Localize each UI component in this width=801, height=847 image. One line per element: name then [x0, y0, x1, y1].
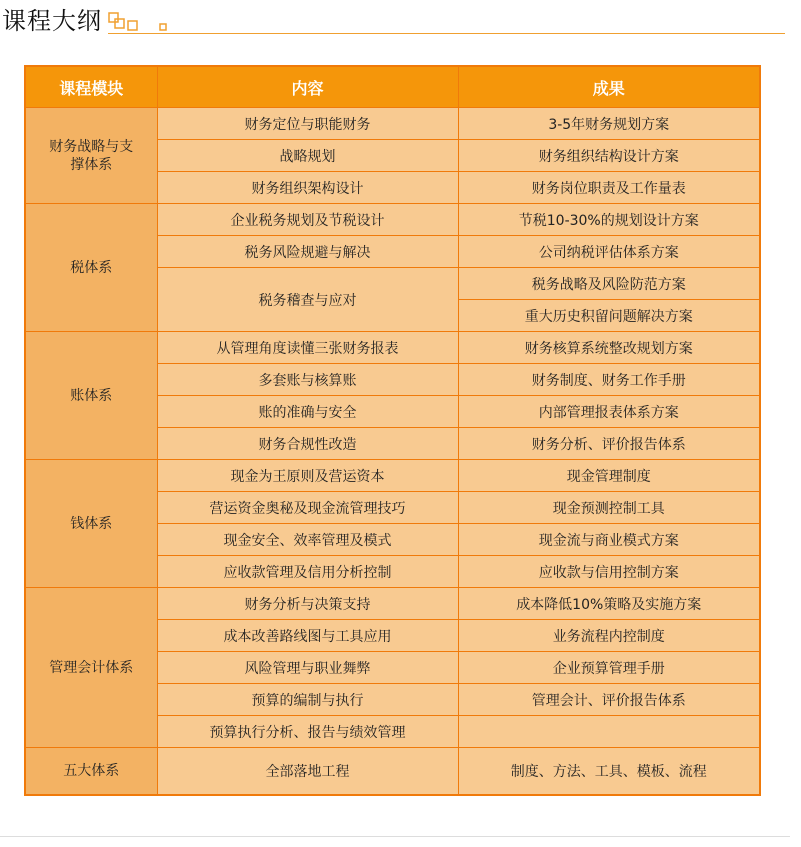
page-header — [0, 0, 790, 40]
header-result: 成果 — [458, 66, 760, 108]
result-cell: 企业预算管理手册 — [458, 652, 760, 684]
result-cell: 内部管理报表体系方案 — [458, 396, 760, 428]
content-cell: 战略规划 — [157, 140, 458, 172]
module-cell: 钱体系 — [25, 460, 157, 588]
content-cell: 财务定位与职能财务 — [157, 108, 458, 140]
table-row — [25, 332, 760, 364]
title-underline — [108, 33, 785, 34]
result-cell: 管理会计、评价报告体系 — [458, 684, 760, 716]
result-cell: 业务流程内控制度 — [458, 620, 760, 652]
result-cell: 制度、方法、工具、模板、流程 — [458, 748, 760, 796]
result-cell: 公司纳税评估体系方案 — [458, 236, 760, 268]
module-cell: 账体系 — [25, 332, 157, 460]
content-cell: 财务合规性改造 — [157, 428, 458, 460]
table-row — [25, 204, 760, 236]
result-cell: 财务核算系统整改规划方案 — [458, 332, 760, 364]
content-cell: 应收款管理及信用分析控制 — [157, 556, 458, 588]
module-cell: 财务战略与支撑体系 — [25, 108, 157, 204]
module-cell: 五大体系 — [25, 748, 157, 796]
result-cell — [458, 716, 760, 748]
result-cell: 重大历史积留问题解决方案 — [458, 300, 760, 332]
result-cell: 税务战略及风险防范方案 — [458, 268, 760, 300]
table-row — [25, 108, 760, 140]
course-outline-table — [24, 65, 761, 796]
content-cell: 风险管理与职业舞弊 — [157, 652, 458, 684]
content-cell: 营运资金奥秘及现金流管理技巧 — [157, 492, 458, 524]
content-cell: 税务稽查与应对 — [157, 268, 458, 332]
content-cell: 财务分析与决策支持 — [157, 588, 458, 620]
table-row — [25, 748, 760, 796]
table-header-row — [25, 66, 760, 108]
content-cell: 账的准确与安全 — [157, 396, 458, 428]
content-cell: 现金为王原则及营运资本 — [157, 460, 458, 492]
header-content: 内容 — [157, 66, 458, 108]
title-decoration-icon — [108, 10, 172, 34]
header-module: 课程模块 — [25, 66, 157, 108]
result-cell: 成本降低10%策略及实施方案 — [458, 588, 760, 620]
result-cell: 财务制度、财务工作手册 — [458, 364, 760, 396]
result-cell: 现金流与商业模式方案 — [458, 524, 760, 556]
result-cell: 现金管理制度 — [458, 460, 760, 492]
content-cell: 税务风险规避与解决 — [157, 236, 458, 268]
content-cell: 从管理角度读懂三张财务报表 — [157, 332, 458, 364]
result-cell: 财务岗位职责及工作量表 — [458, 172, 760, 204]
content-cell: 财务组织架构设计 — [157, 172, 458, 204]
content-cell: 预算的编制与执行 — [157, 684, 458, 716]
result-cell: 3-5年财务规划方案 — [458, 108, 760, 140]
content-cell: 全部落地工程 — [157, 748, 458, 796]
content-cell: 成本改善路线图与工具应用 — [157, 620, 458, 652]
result-cell: 财务分析、评价报告体系 — [458, 428, 760, 460]
table-row — [25, 460, 760, 492]
result-cell: 现金预测控制工具 — [458, 492, 760, 524]
result-cell: 财务组织结构设计方案 — [458, 140, 760, 172]
module-cell: 税体系 — [25, 204, 157, 332]
page-title: 课程大纲 — [2, 7, 102, 35]
content-cell: 预算执行分析、报告与绩效管理 — [157, 716, 458, 748]
table-row — [25, 588, 760, 620]
module-cell: 管理会计体系 — [25, 588, 157, 748]
content-cell: 多套账与核算账 — [157, 364, 458, 396]
content-cell: 企业税务规划及节税设计 — [157, 204, 458, 236]
result-cell: 节税10-30%的规划设计方案 — [458, 204, 760, 236]
content-cell: 现金安全、效率管理及模式 — [157, 524, 458, 556]
bottom-divider — [0, 836, 790, 837]
result-cell: 应收款与信用控制方案 — [458, 556, 760, 588]
